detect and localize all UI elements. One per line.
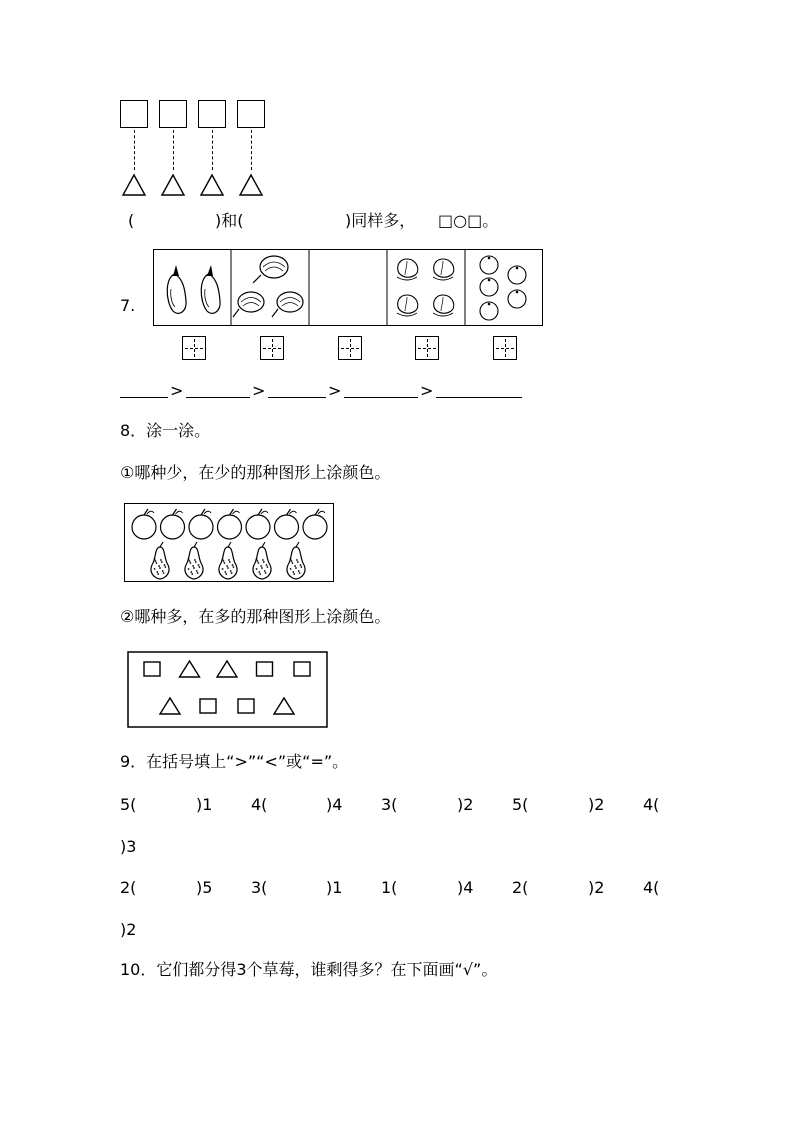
compare-item: 4( xyxy=(251,795,268,814)
sub-question: ②哪种多，在多的那种图形上涂颜色。 xyxy=(120,607,391,626)
pear-icon xyxy=(185,542,203,579)
paren-open: ( xyxy=(128,211,135,230)
cabbage-icon xyxy=(253,256,288,283)
compare-item: 5( xyxy=(512,795,529,814)
square-icon xyxy=(237,100,265,128)
compare-item: )2 xyxy=(588,795,605,814)
shape-rows xyxy=(144,661,310,714)
square-icon xyxy=(200,699,216,713)
answer-blank[interactable] xyxy=(120,397,168,398)
compare-item: 3( xyxy=(251,878,268,897)
eggplant-icon xyxy=(201,265,220,313)
compare-item: )4 xyxy=(326,795,343,814)
square-icon xyxy=(294,662,310,676)
peach-icon xyxy=(433,259,454,280)
question-title: 10．它们都分得3个草莓，谁剩得多？在下面画“√”。 xyxy=(120,960,498,979)
triangle-icon xyxy=(160,698,180,714)
compare-item: )3 xyxy=(120,837,137,856)
square-icon xyxy=(144,662,160,676)
square-icon xyxy=(120,100,148,128)
pear-icon xyxy=(253,542,271,579)
apple-icon xyxy=(275,509,299,539)
answer-box[interactable] xyxy=(415,336,439,360)
peach-icon xyxy=(397,295,418,316)
pear-icon xyxy=(151,542,169,579)
peach-icon xyxy=(433,295,454,316)
apple-icon xyxy=(246,509,270,539)
answer-blank[interactable] xyxy=(344,397,418,398)
triangle-icon xyxy=(123,175,145,195)
pear-row xyxy=(151,542,305,579)
answer-box[interactable] xyxy=(260,336,284,360)
greater-than-sign: > xyxy=(252,381,266,400)
answer-blank[interactable] xyxy=(186,397,250,398)
compare-item: 2( xyxy=(120,878,137,897)
apple-icon xyxy=(218,509,242,539)
compare-item: 1( xyxy=(381,878,398,897)
compare-item: 4( xyxy=(643,878,660,897)
compare-item: 2( xyxy=(512,878,529,897)
paren-close-and: )和( xyxy=(215,211,244,230)
connector-line xyxy=(212,130,213,170)
compare-item: )2 xyxy=(588,878,605,897)
answer-blank[interactable] xyxy=(268,397,326,398)
sub-question: ①哪种少，在少的那种图形上涂颜色。 xyxy=(120,463,391,482)
square-icon xyxy=(198,100,226,128)
triangle-icon xyxy=(162,175,184,195)
shape-box xyxy=(127,651,329,729)
connector-line xyxy=(173,130,174,170)
question-number: 7. xyxy=(120,296,136,315)
compare-item: 3( xyxy=(381,795,398,814)
compare-item: )4 xyxy=(457,878,474,897)
apple-icon xyxy=(132,509,156,539)
compare-item: )2 xyxy=(457,795,474,814)
connector-line xyxy=(134,130,135,170)
eggplant-icon xyxy=(167,265,186,313)
answer-box[interactable] xyxy=(493,336,517,360)
compare-item: )1 xyxy=(326,878,343,897)
triangle-icon xyxy=(217,661,237,677)
square-icon xyxy=(159,100,187,128)
triangle-icon xyxy=(201,175,223,195)
apple-icon xyxy=(161,509,185,539)
question-title: 9．在括号填上“>”“<”或“=”。 xyxy=(120,752,349,771)
apple-icon xyxy=(303,509,327,539)
same-amount-text: )同样多， xyxy=(345,211,416,230)
compare-item: )5 xyxy=(196,878,213,897)
compare-item: )2 xyxy=(120,920,137,939)
compare-item: )1 xyxy=(196,795,213,814)
square-icon xyxy=(257,662,273,676)
greater-than-sign: > xyxy=(170,381,184,400)
triangle-icon xyxy=(240,175,262,195)
pear-icon xyxy=(287,542,305,579)
triangle-row xyxy=(120,172,270,198)
answer-box[interactable] xyxy=(338,336,362,360)
answer-blank[interactable] xyxy=(436,397,522,398)
cabbage-icon xyxy=(233,292,264,317)
fruit-box xyxy=(124,503,335,583)
apple-icon xyxy=(189,509,213,539)
triangle-icon xyxy=(180,661,200,677)
question-title: 8．涂一涂。 xyxy=(120,421,211,440)
pear-icon xyxy=(219,542,237,579)
compare-item: 5( xyxy=(120,795,137,814)
fruit-table xyxy=(153,249,544,327)
apple-row xyxy=(132,509,327,539)
cabbage-icon xyxy=(272,292,303,317)
greater-than-sign: > xyxy=(420,381,434,400)
answer-box[interactable] xyxy=(182,336,206,360)
shapes-text: □○□。 xyxy=(438,211,499,230)
compare-item: 4( xyxy=(643,795,660,814)
peach-icon xyxy=(397,259,418,280)
connector-line xyxy=(251,130,252,170)
triangle-icon xyxy=(274,698,294,714)
greater-than-sign: > xyxy=(328,381,342,400)
square-icon xyxy=(238,699,254,713)
